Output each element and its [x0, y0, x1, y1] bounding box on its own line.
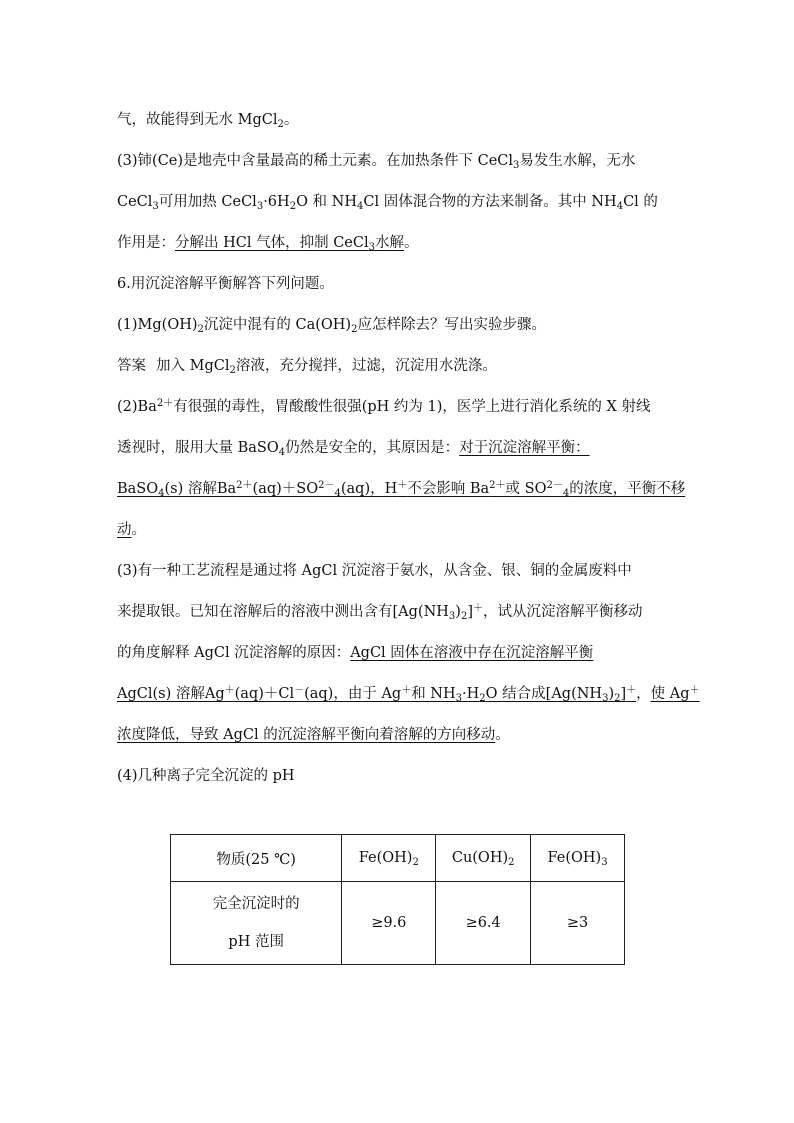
subscript: 2 [351, 324, 358, 335]
superscript: 2＋ [236, 480, 253, 491]
subscript: 4 [562, 488, 570, 499]
text-line [117, 633, 679, 674]
text-line [117, 592, 679, 633]
text: 物质(25 ℃) [216, 851, 296, 868]
answer-underlined: 浓度降低，导致 AgCl 的沉淀溶解平衡向着溶解的方向移动 [117, 727, 496, 743]
text: 作用是： [117, 235, 175, 251]
superscript: 2－ [318, 480, 335, 491]
table-header-cell [531, 835, 625, 882]
text: 或 SO [505, 481, 547, 497]
text: ， [636, 686, 651, 702]
text: O 和 NH [296, 194, 358, 210]
text: AgCl(s) 溶解Ag [117, 686, 225, 702]
text: (aq)＋SO [252, 481, 319, 497]
text: 透视时，服用大量 BaSO [117, 440, 279, 456]
text: 加入 MgCl [156, 358, 230, 374]
text: Fe(OH) [358, 850, 413, 866]
subscript: 2 [197, 324, 204, 335]
text-line [117, 141, 679, 182]
answer-underlined [117, 686, 636, 702]
text: 。 [283, 112, 299, 128]
subscript: 2 [508, 857, 515, 868]
text: BaSO [117, 481, 159, 497]
superscript: 2－ [546, 480, 563, 491]
text: 6.用沉淀溶解平衡解答下列问题。 [117, 276, 334, 292]
table-header-cell [171, 835, 342, 882]
text: (aq)，H [340, 481, 398, 497]
table-row [171, 882, 625, 965]
text-line [117, 674, 700, 715]
text: Cl 固体混合物的方法来制备。其中 NH [363, 194, 617, 210]
text: (s) 溶解Ba [164, 481, 237, 497]
text: 。 [495, 727, 510, 743]
subscript: 2 [614, 693, 621, 704]
text: CeCl [117, 194, 153, 210]
text: Fe(OH) [547, 850, 602, 866]
answer-underlined [651, 686, 700, 702]
subscript: 2 [289, 201, 297, 212]
superscript: ＋ [689, 685, 700, 696]
subscript: 3 [455, 693, 463, 704]
subscript: 2 [460, 611, 468, 622]
superscript: 2＋ [156, 398, 174, 409]
subscript: 4 [158, 488, 165, 499]
text: (1)Mg(OH) [117, 317, 198, 333]
subscript: 4 [357, 201, 364, 212]
subscript: 3 [602, 693, 609, 704]
text: 气，故能得到无水 MgCl [117, 112, 278, 128]
text: 水解 [375, 235, 404, 251]
text-line [117, 223, 679, 264]
text: (3)铈(Ce)是地壳中含量最高的稀土元素。在加热条件下 CeCl [117, 153, 514, 169]
text: Cu(OH) [451, 850, 509, 866]
subscript: 2 [479, 693, 486, 704]
table-header-cell [342, 835, 436, 882]
answer-underlined-line [117, 469, 686, 510]
subscript: 3 [448, 611, 456, 622]
table-cell [342, 882, 436, 965]
text: (4)几种离子完全沉淀的 pH [117, 768, 295, 784]
text: 沉淀中混有的 Ca(OH) [203, 317, 352, 333]
subscript: 4 [278, 447, 286, 458]
text-line [117, 428, 679, 469]
text: ·6H [263, 194, 290, 210]
text: Cl 的 [623, 194, 658, 210]
answer-underlined [175, 235, 404, 251]
superscript: ＋ [473, 603, 483, 614]
subscript: 4 [616, 201, 624, 212]
subscript: 3 [513, 160, 520, 171]
subscript: 3 [368, 242, 375, 253]
text: (aq)，由于 Ag [304, 686, 402, 702]
text-line [117, 100, 679, 141]
text: 不会影响 Ba [407, 481, 490, 497]
text: 应怎样除去？写出实验步骤。 [357, 317, 546, 333]
text: 的浓度，平衡不移 [569, 481, 686, 497]
text: 来提取银。已知在溶解后的溶液中测出含有[Ag(NH [117, 604, 449, 620]
text-line [117, 551, 679, 592]
text: ] [467, 604, 473, 620]
superscript: ＋ [626, 685, 637, 696]
answer-underlined: 对于沉淀溶解平衡： [459, 440, 590, 456]
table-header-cell [436, 835, 531, 882]
text-line [117, 305, 679, 346]
subscript: 3 [152, 201, 159, 212]
subscript: 2 [277, 119, 284, 130]
text: ) [608, 686, 615, 702]
text: ·H [462, 686, 480, 702]
table-cell [531, 882, 625, 965]
text: 使 Ag [650, 686, 690, 702]
subscript: 3 [256, 201, 264, 212]
superscript: ＋ [401, 685, 412, 696]
text: 。 [404, 235, 419, 251]
text-line [117, 715, 679, 756]
text: 易发生水解，无水 [519, 153, 636, 169]
table-header-row [171, 835, 625, 882]
text-line [117, 387, 679, 428]
question-heading [117, 264, 679, 305]
subscript: 4 [334, 488, 341, 499]
text: 有很强的毒性，胃酸酸性很强(pH 约为 1)，医学上进行消化系统的 X 射线 [173, 399, 651, 415]
document-body [117, 100, 700, 797]
subscript: 2 [412, 857, 419, 868]
text: ，试从沉淀溶解平衡移动 [483, 604, 643, 620]
text: ) [455, 604, 461, 620]
subscript: 2 [229, 365, 236, 376]
answer-underlined: AgCl 固体在溶液中存在沉淀溶解平衡 [350, 645, 594, 661]
text: 的角度解释 AgCl 沉淀溶解的原因： [117, 645, 351, 661]
text: (2)Ba [117, 399, 157, 415]
text-line [117, 510, 679, 551]
text: 。 [131, 522, 146, 538]
ph-table [170, 834, 625, 965]
text: 和 NH [411, 686, 456, 702]
text: pH 范围 [228, 934, 284, 950]
text: (3)有一种工艺流程是通过将 AgCl 沉淀溶于氨水，从含金、银、铜的金属废料中 [117, 563, 632, 579]
superscript: ＋ [224, 685, 235, 696]
text: 可用加热 CeCl [158, 194, 257, 210]
text: ≥9.6 [371, 915, 407, 931]
text: ] [620, 686, 627, 702]
text-line [117, 756, 679, 797]
answer-line [117, 346, 679, 387]
answer-underlined: 动 [117, 522, 132, 538]
text: O 结合成[Ag(NH [485, 686, 603, 702]
text: 完全沉淀时的 [212, 896, 300, 912]
text: ≥6.4 [465, 915, 501, 931]
text: 分解出 HCl 气体，抑制 CeCl [175, 235, 369, 251]
superscript: 2＋ [489, 480, 506, 491]
text-line [117, 182, 679, 223]
table-cell [436, 882, 531, 965]
superscript: － [294, 685, 305, 696]
text: 仍然是安全的，其原因是： [285, 440, 460, 456]
answer-label: 答案 [117, 358, 146, 374]
subscript: 3 [601, 857, 608, 868]
text: 溶液，充分搅拌，过滤，沉淀用水洗涤。 [235, 358, 497, 374]
table-cell [171, 882, 342, 965]
superscript: ＋ [397, 480, 408, 491]
text: (aq)＋Cl [234, 686, 295, 702]
text: ≥3 [566, 915, 589, 931]
